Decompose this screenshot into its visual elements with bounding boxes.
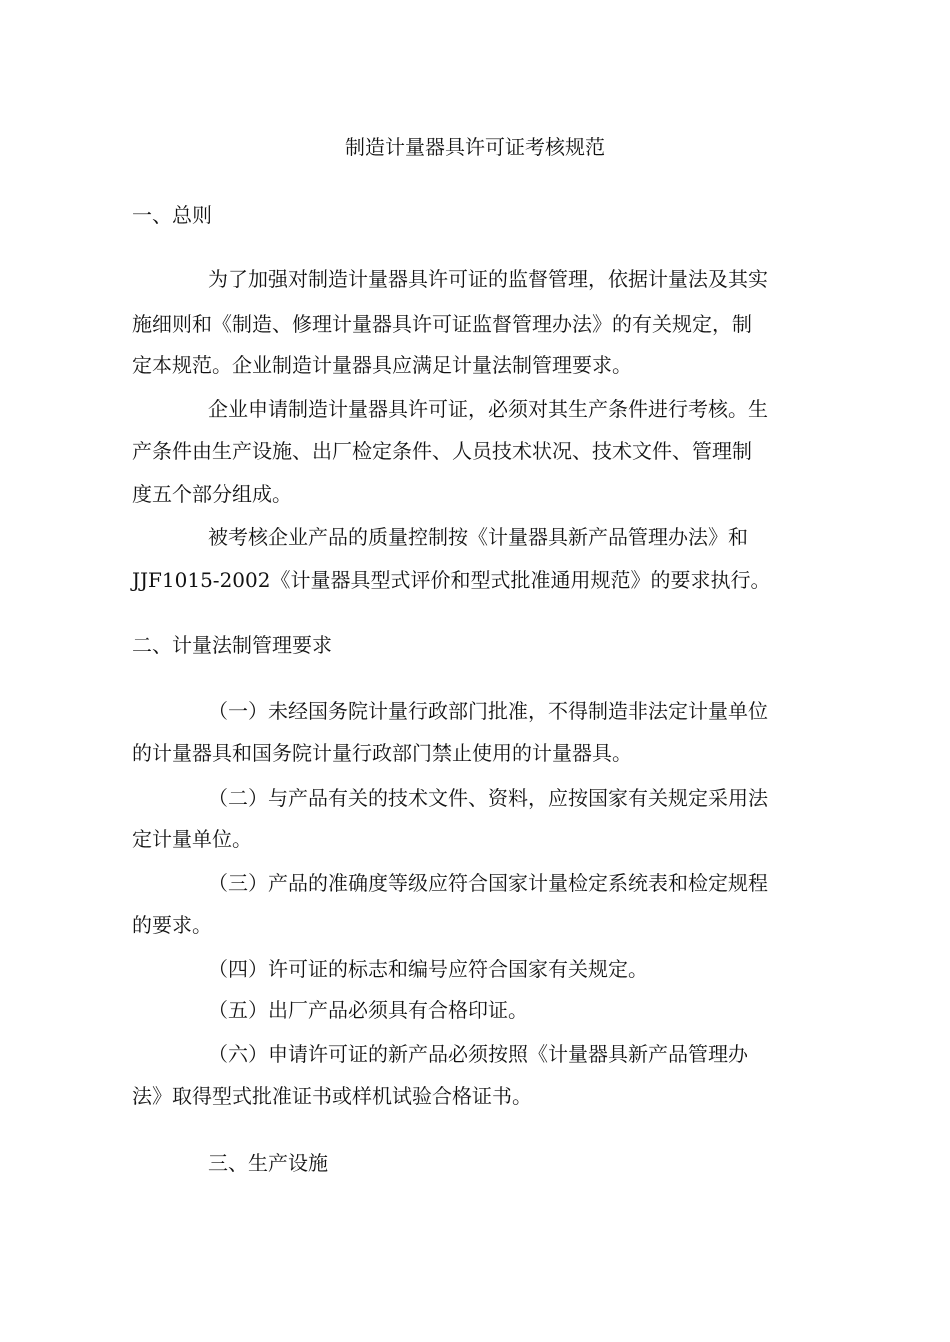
paragraph-1-line-2: 施细则和《制造、修理计量器具许可证监督管理办法》的有关规定，制 xyxy=(132,312,752,336)
paragraph-2-line-2: 产条件由生产设施、出厂检定条件、人员技术状况、技术文件、管理制 xyxy=(132,439,752,463)
item-3-line-2: 的要求。 xyxy=(132,913,212,937)
item-3-line-1: （三）产品的准确度等级应符合国家计量检定系统表和检定规程 xyxy=(208,871,768,895)
item-4: （四）许可证的标志和编号应符合国家有关规定。 xyxy=(208,957,648,981)
item-1-line-1: （一）未经国务院计量行政部门批准，不得制造非法定计量单位 xyxy=(208,699,768,723)
section-3-heading: 三、生产设施 xyxy=(208,1151,328,1175)
item-6-line-2: 法》取得型式批准证书或样机试验合格证书。 xyxy=(132,1084,532,1108)
item-2-line-1: （二）与产品有关的技术文件、资料，应按国家有关规定采用法 xyxy=(208,786,768,810)
paragraph-3-line-2: JJF1015-2002《计量器具型式评价和型式批准通用规范》的要求执行。 xyxy=(132,568,771,592)
paragraph-2-line-1: 企业申请制造计量器具许可证，必须对其生产条件进行考核。生 xyxy=(208,397,768,421)
item-5: （五）出厂产品必须具有合格印证。 xyxy=(208,998,528,1022)
paragraph-2-line-3: 度五个部分组成。 xyxy=(132,482,292,506)
item-6-line-1: （六）申请许可证的新产品必须按照《计量器具新产品管理办 xyxy=(208,1042,748,1066)
paragraph-1-line-1: 为了加强对制造计量器具许可证的监督管理，依据计量法及其实 xyxy=(208,267,768,291)
document-title: 制造计量器具许可证考核规范 xyxy=(345,135,605,159)
section-2-heading: 二、计量法制管理要求 xyxy=(132,633,332,657)
item-2-line-2: 定计量单位。 xyxy=(132,827,252,851)
paragraph-3-line-1: 被考核企业产品的质量控制按《计量器具新产品管理办法》和 xyxy=(208,525,748,549)
section-1-heading: 一、总则 xyxy=(132,203,212,227)
item-1-line-2: 的计量器具和国务院计量行政部门禁止使用的计量器具。 xyxy=(132,741,632,765)
paragraph-1-line-3: 定本规范。企业制造计量器具应满足计量法制管理要求。 xyxy=(132,353,632,377)
